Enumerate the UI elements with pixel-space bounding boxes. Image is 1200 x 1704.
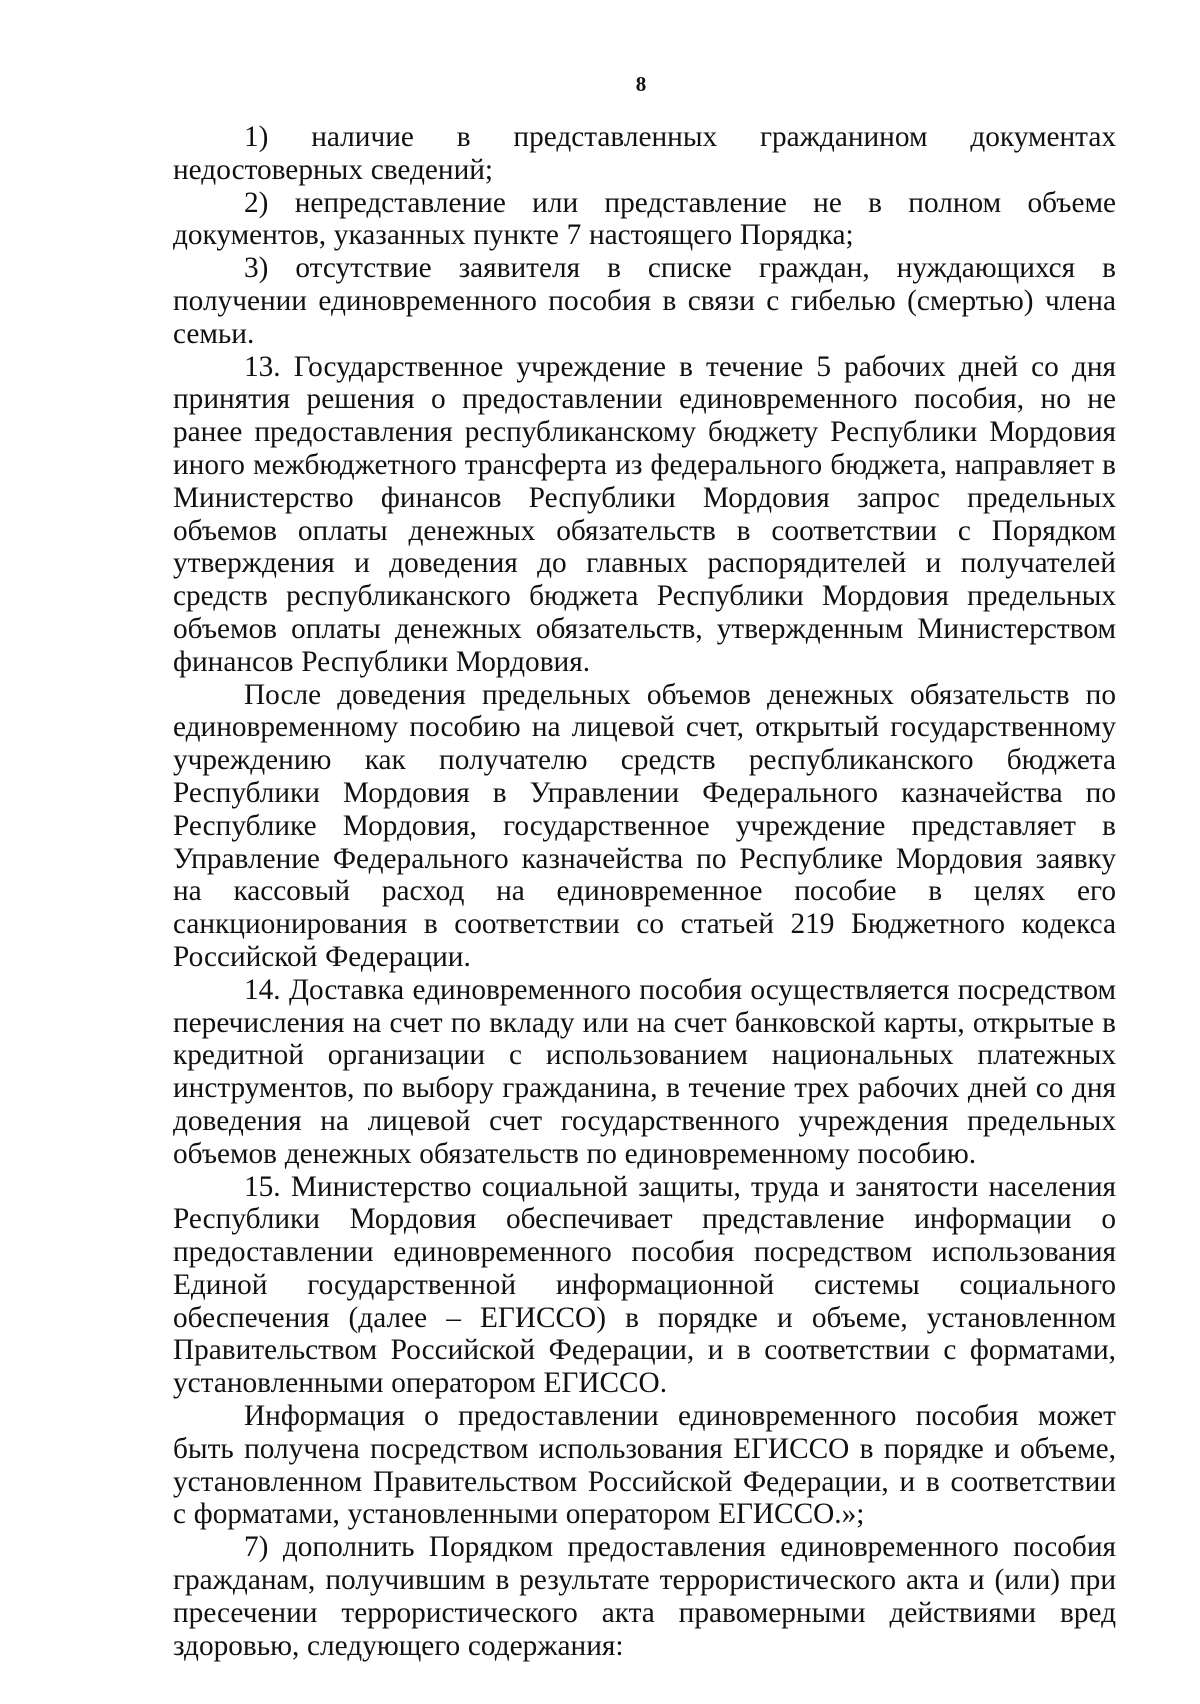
- document-body: [173, 121, 1116, 1662]
- paragraph-amendment-7: 7) дополнить Порядком предоставления единовременного пособия гражданам, получившим в результате террористического акта и (или) при пресечении террористического акта правомерными действиями вред здоровью, следующего содержания:: [173, 1531, 1116, 1662]
- paragraph-item-1: 1) наличие в представленных гражданином документах недостоверных сведений;: [173, 121, 1116, 186]
- paragraph-clause-15: 15. Министерство социальной защиты, труда и занятости населения Республики Мордовия обеспечивает представление информации о предоставлении единовременного пособия посредством использования Единой государственной информационной системы социального обеспечения (далее – ЕГИССО) в порядке и объеме, установленном Правительством Российской Федерации, и в соответствии с форматами, установленными оператором ЕГИССО.: [173, 1170, 1116, 1400]
- paragraph-item-3: 3) отсутствие заявителя в списке граждан, нуждающихся в получении единовременного пособия в связи с гибелью (смертью) члена семьи.: [173, 252, 1116, 350]
- paragraph-item-2: 2) непредставление или представление не в полном объеме документов, указанных пункте 7 настоящего Порядка;: [173, 186, 1116, 252]
- paragraph-clause-15-continued: Информация о предоставлении единовременного пособия может быть получена посредством использования ЕГИССО в порядке и объеме, установленном Правительством Российской Федерации, и в соответствии с форматами, установленными оператором ЕГИССО.»;: [173, 1400, 1116, 1531]
- page-number: 8: [635, 72, 647, 96]
- paragraph-clause-13-continued: После доведения предельных объемов денежных обязательств по единовременному пособию на лицевой счет, открытый государственному учреждению как получателю средств республиканского бюджета Республики Мордовия в Управлении Федерального казначейства по Республике Мордовия, государственное учреждение представляет в Управление Федерального казначейства по Республике Мордовия заявку на кассовый расход на единовременное пособие в целях его санкционирования в соответствии со статьей 219 Бюджетного кодекса Российской Федерации.: [173, 678, 1116, 973]
- paragraph-clause-14: 14. Доставка единовременного пособия осуществляется посредством перечисления на счет по вкладу или на счет банковской карты, открытые в кредитной организации с использованием национальных платежных инструментов, по выбору гражданина, в течение трех рабочих дней со дня доведения на лицевой счет государственного учреждения предельных объемов денежных обязательств по единовременному пособию.: [173, 973, 1116, 1170]
- paragraph-clause-13: 13. Государственное учреждение в течение 5 рабочих дней со дня принятия решения о предоставлении единовременного пособия, но не ранее предоставления республиканскому бюджету Республики Мордовия иного межбюджетного трансферта из федерального бюджета, направляет в Министерство финансов Республики Мордовия запрос предельных объемов оплаты денежных обязательств в соответствии с Порядком утверждения и доведения до главных распорядителей и получателей средств республиканского бюджета Республики Мордовия предельных объемов оплаты денежных обязательств, утвержденным Министерством финансов Республики Мордовия.: [173, 350, 1116, 678]
